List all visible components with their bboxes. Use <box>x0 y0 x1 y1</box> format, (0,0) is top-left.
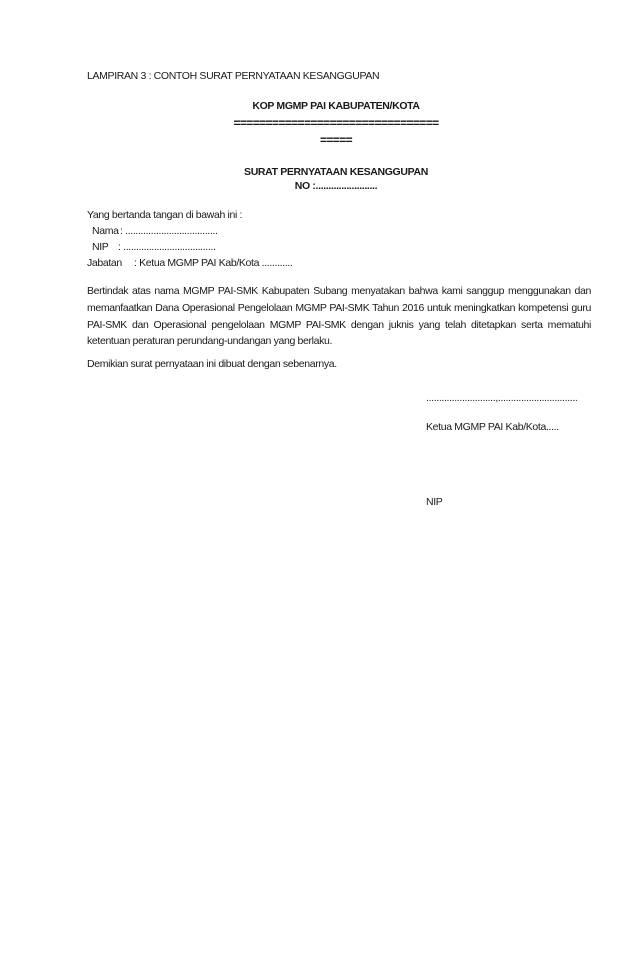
field-label-jabatan: Jabatan <box>87 257 122 269</box>
field-row-nama <box>92 225 218 237</box>
field-label-nip: NIP <box>92 241 109 253</box>
letter-title: SURAT PERNYATAAN KESANGGUPAN <box>244 166 428 178</box>
signature-place-date: ...........................,............................... <box>426 392 578 404</box>
letterhead-rule-continuation: ===== <box>319 133 353 147</box>
statement-paragraph: Bertindak atas nama MGMP PAI-SMK Kabupaten Subang menyatakan bahwa kami sanggup menggunakan dan memanfaatkan Dana Operasional Pengelolaan MGMP PAI-SMK Tahun 2016 untuk meningkatkan kompetensi guru PAI-SMK dan Operasional pengelolaan MGMP PAI-SMK dengan juknis yang telah ditetapkan serta mematuhi ketentuan peraturan perundang-undangan yang berlaku. <box>87 285 591 348</box>
field-value-jabatan: : Ketua MGMP PAI Kab/Kota ............ <box>134 257 293 269</box>
letterhead-rule: ================================ <box>233 116 439 130</box>
intro-text: Yang bertanda tangan di bawah ini : <box>87 209 243 221</box>
attachment-caption: LAMPIRAN 3 : CONTOH SURAT PERNYATAAN KESANGGUPAN <box>87 70 380 82</box>
signature-role: Ketua MGMP PAI Kab/Kota..... <box>426 421 559 433</box>
letterhead-title: KOP MGMP PAI KABUPATEN/KOTA <box>252 100 420 112</box>
field-value-nama: : .................................... <box>120 225 218 237</box>
field-row-nip <box>92 241 216 253</box>
field-label-nama: Nama <box>92 225 119 237</box>
closing-text: Demikian surat pernyataan ini dibuat dengan sebenarnya. <box>87 358 337 370</box>
field-value-nip: : .................................... <box>118 241 216 253</box>
field-row-jabatan <box>87 257 292 269</box>
signature-nip: NIP <box>426 496 443 508</box>
letter-number: NO :........................ <box>294 180 378 192</box>
